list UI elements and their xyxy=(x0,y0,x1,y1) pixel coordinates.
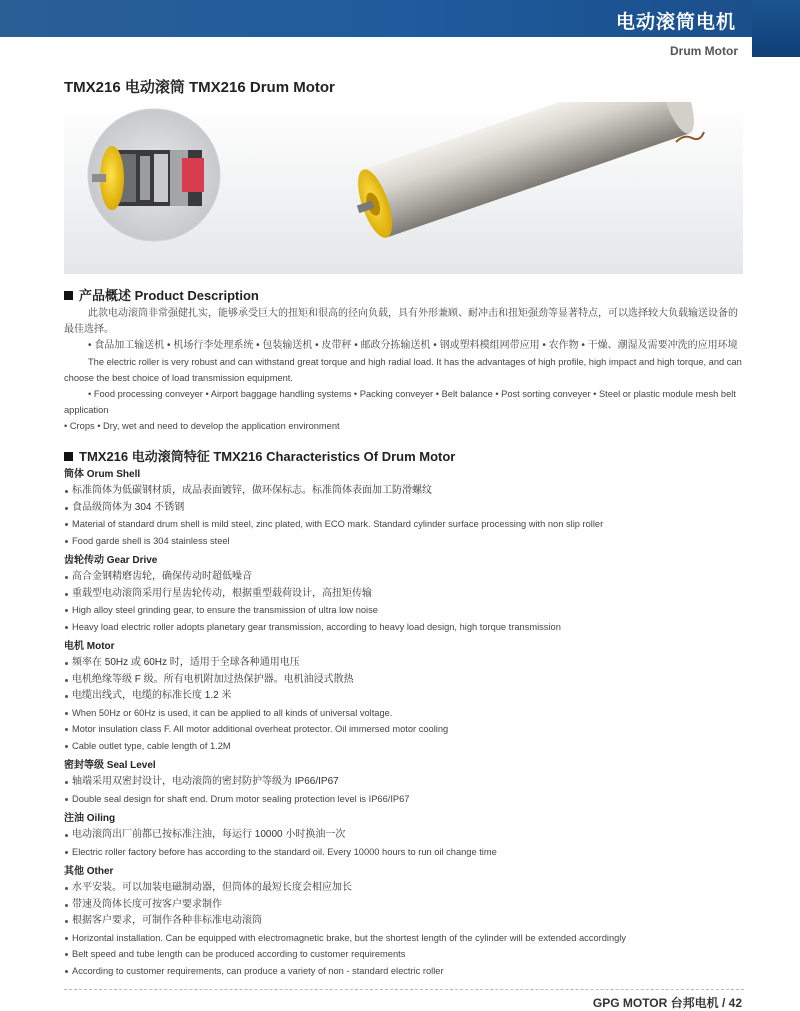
description-paragraph: The electric roller is very robust and can withstand great torque and high radial load. It has the advantages of high profile, high impact and high torque, and can choose the best choice of load transmission equipment. xyxy=(64,357,742,383)
header-subtitle: Drum Motor xyxy=(670,44,738,58)
feature-item: 水平安装。可以加装电磁制动器，但筒体的最短长度会相应加长 xyxy=(64,880,744,897)
feature-item: Cable outlet type, cable length of 1.2M xyxy=(64,738,744,755)
feature-item: 电动滚筒出厂前都已按标准注油，每运行 10000 小时换油一次 xyxy=(64,827,744,844)
product-photo xyxy=(64,102,743,274)
characteristics-heading: TMX216 电动滚筒特征 TMX216 Characteristics Of Drum Motor xyxy=(64,446,455,465)
feature-item: Electric roller factory before has according to the standard oil. Every 10000 hours to run oil change time xyxy=(64,844,744,861)
square-bullet-icon xyxy=(64,452,73,461)
characteristics-list xyxy=(64,467,744,983)
drum-motor-illustration xyxy=(64,102,743,274)
feature-group-other xyxy=(64,864,744,979)
feature-item: According to customer requirements, can produce a variety of non - standard electric roller xyxy=(64,963,744,980)
feature-item: Horizontal installation. Can be equipped with electromagnetic brake, but the shortest length of the cylinder will be extended accordingly xyxy=(64,930,744,947)
description-paragraph: • Food processing conveyer • Airport baggage handling systems • Packing conveyer • Belt balance • Post sorting conveyer • Steel or plastic module mesh belt application xyxy=(64,389,736,415)
header-corner-block xyxy=(752,0,800,57)
page-footer: GPG MOTOR 台邦电机 / 42 xyxy=(592,996,742,1010)
feature-item: 带速及筒体长度可按客户要求制作 xyxy=(64,897,744,914)
feature-item: 根据客户要求，可制作各种非标准电动滚筒 xyxy=(64,913,744,930)
description-body xyxy=(64,306,744,434)
feature-group-shell xyxy=(64,467,744,549)
feature-item: High alloy steel grinding gear, to ensure the transmission of ultra low noise xyxy=(64,602,744,619)
feature-group-seal-level xyxy=(64,758,744,807)
header-title: 电动滚筒电机 xyxy=(615,12,736,33)
feature-group-motor xyxy=(64,639,744,754)
feature-item: Food garde shell is 304 stainless steel xyxy=(64,533,744,550)
feature-group-oiling xyxy=(64,811,744,860)
feature-item: 电缆出线式，电缆的标准长度 1.2 米 xyxy=(64,688,744,705)
feature-group-title: 电机 Motor xyxy=(64,641,115,652)
footer-divider xyxy=(64,989,744,990)
description-paragraph: 此款电动滚筒非常强健扎实，能够承受巨大的扭矩和很高的径向负载，具有外形兼顾、耐冲击和扭矩强劲等显著特点，可以选择较大负载输送设备的最佳选择。 xyxy=(64,308,738,335)
feature-item: Material of standard drum shell is mild steel, zinc plated, with ECO mark. Standard cylinder surface processing with non slip roller xyxy=(64,516,744,533)
feature-item: Motor insulation class F. All motor additional overheat protector. Oil immersed motor cooling xyxy=(64,721,744,738)
feature-item: Belt speed and tube length can be produced according to customer requirements xyxy=(64,946,744,963)
description-heading: 产品概述 Product Description xyxy=(64,285,259,304)
description-paragraph: • 食品加工输送机 • 机场行李处理系统 • 包装输送机 • 皮带秤 • 邮政分拣输送机 • 钢或塑料模组网带应用 • 农作物 • 干燥、潮湿及需要冲洗的应用环境 xyxy=(88,340,738,351)
feature-group-title: 注油 Oiling xyxy=(64,813,116,824)
feature-item: 重载型电动滚筒采用行星齿轮传动，根据重型载荷设计，高扭矩传输 xyxy=(64,586,744,603)
feature-item: 标准筒体为低碳钢材质，成品表面镀锌，做环保标志。标准筒体表面加工防滑螺纹 xyxy=(64,483,744,500)
feature-group-title: 密封等级 Seal Level xyxy=(64,760,156,771)
feature-item: 食品级筒体为 304 不锈钢 xyxy=(64,500,744,517)
square-bullet-icon xyxy=(64,291,73,300)
feature-item: Double seal design for shaft end. Drum motor sealing protection level is IP66/IP67 xyxy=(64,791,744,808)
feature-item: 电机绝缘等级 F 级。所有电机附加过热保护器。电机油浸式散热 xyxy=(64,672,744,689)
feature-item: 高合金钢精磨齿轮，确保传动时超低噪音 xyxy=(64,569,744,586)
feature-group-title: 齿轮传动 Gear Drive xyxy=(64,555,158,566)
description-paragraph: • Crops • Dry, wet and need to develop the application environment xyxy=(64,421,340,431)
feature-group-title: 筒体 Orum Shell xyxy=(64,469,141,480)
feature-item: Heavy load electric roller adopts planetary gear transmission, according to heavy load design, high torque transmission xyxy=(64,619,744,636)
feature-item: 轴端采用双密封设计，电动滚筒的密封防护等级为 IP66/IP67 xyxy=(64,774,744,791)
feature-group-title: 其他 Other xyxy=(64,866,114,877)
feature-item: When 50Hz or 60Hz is used, it can be applied to all kinds of universal voltage. xyxy=(64,705,744,722)
header-bar xyxy=(0,0,752,37)
product-title: TMX216 电动滚筒 TMX216 Drum Motor xyxy=(64,79,335,96)
feature-group-gear-drive xyxy=(64,553,744,635)
feature-item: 频率在 50Hz 或 60Hz 时，适用于全球各种通用电压 xyxy=(64,655,744,672)
